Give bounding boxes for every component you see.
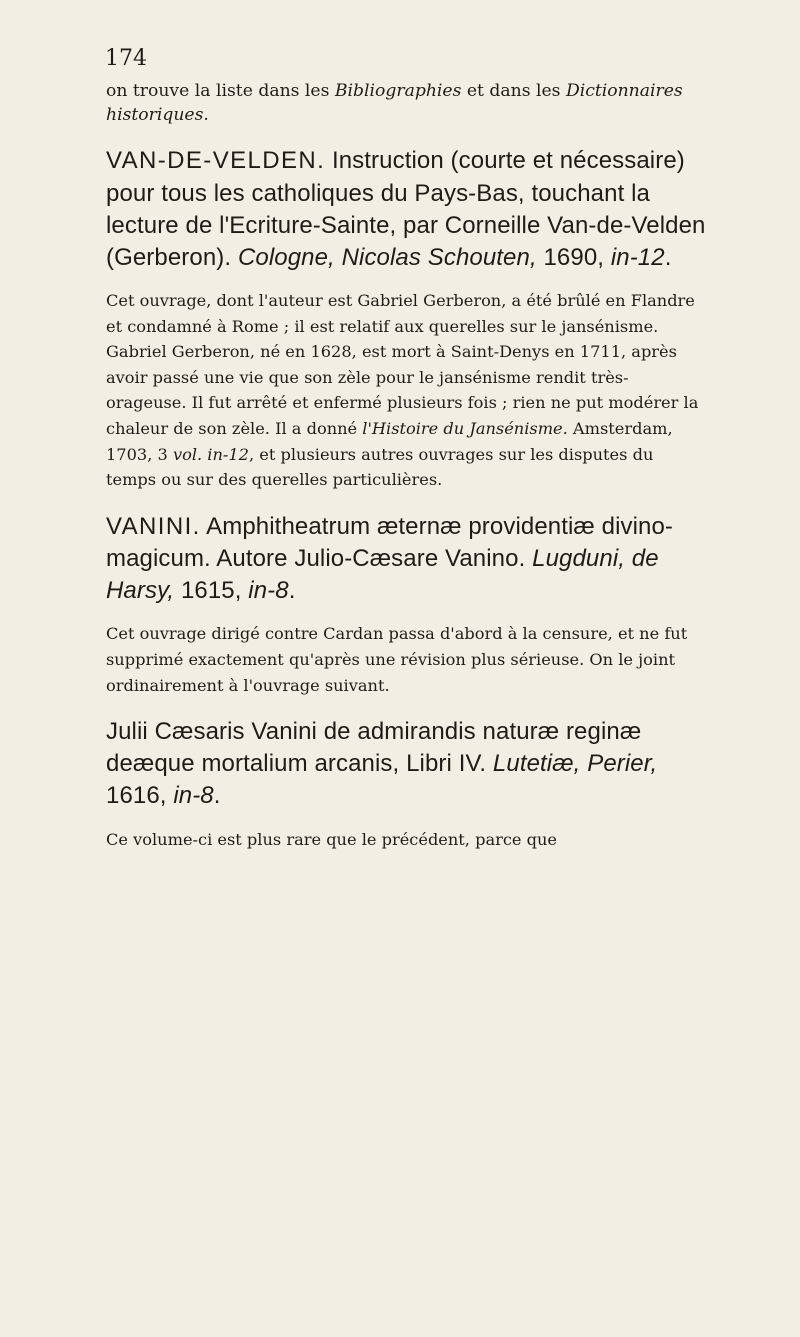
note-italic-format: vol. in-12 bbox=[172, 444, 249, 464]
note-text: , et plusieurs autres ouvrages sur les disputes du temps ou sur des querelles particulières. bbox=[106, 444, 654, 490]
intro-text: on trouve la liste dans les bbox=[106, 81, 335, 101]
page-number: 174 bbox=[105, 46, 147, 71]
entry-note bbox=[106, 621, 708, 698]
entry-date: 1615, bbox=[174, 577, 249, 605]
entry-note bbox=[106, 288, 708, 493]
entry-format: in-8 bbox=[248, 577, 289, 605]
entry-heading bbox=[106, 716, 708, 812]
entry-imprint: Cologne, Nicolas Schouten, bbox=[237, 243, 537, 271]
entry-imprint: Lugduni, de Harsy, bbox=[106, 545, 659, 605]
note-text: Ce volume-ci est plus rare que le précédent, parce que bbox=[106, 829, 558, 849]
entry-note bbox=[106, 827, 708, 853]
intro-text: . bbox=[203, 104, 209, 125]
entry-imprint: Lutetiæ, Perier, bbox=[492, 750, 658, 778]
entry-date: 1690, bbox=[536, 243, 611, 271]
intro-italic-bibliographies: Bibliographies bbox=[334, 81, 462, 101]
entry-title: Julii Cæsaris Vanini de admirandis naturæ reginæ deæque mortalium arcanis, Libri IV. bbox=[106, 718, 642, 778]
entry-date: 1616, bbox=[106, 782, 174, 810]
entry-period: . bbox=[213, 782, 221, 810]
continuation-paragraph bbox=[106, 80, 708, 127]
intro-italic-dictionnaires: Dictionnaires historiques bbox=[106, 81, 683, 125]
note-text: Cet ouvrage, dont l'auteur est Gabriel Gerberon, a été brûlé en Flandre et condamné à Rome ; il est relatif aux querelles sur le jansénisme. Gabriel Gerberon, né en 1628, est mort à Saint-Denys en 1711, après avoir passé une vie que son zèle pour le jansénisme rendit très-orageuse. Il fut arrêté et enfermé plusieurs fois ; rien ne put modérer la chaleur de son zèle. Il a donné bbox=[106, 291, 699, 439]
entry-headword: VAN-DE-VELDEN. bbox=[106, 147, 326, 175]
entry-headword: VANINI. bbox=[106, 512, 201, 540]
entry-vanini bbox=[106, 511, 708, 698]
entry-title: Instruction (courte et nécessaire) pour tous les catholiques du Pays-Bas, touchant la lecture de l'Ecriture-Sainte, par Corneille Van-de-Velden (Gerberon). bbox=[106, 147, 706, 271]
entry-title: Amphitheatrum æternæ providentiæ divino-magicum. Autore Julio-Cæsare Vanino. bbox=[106, 512, 674, 572]
entry-julii-caesaris-vanini bbox=[106, 716, 708, 852]
note-text: Amsterdam, 1703, 3 bbox=[106, 419, 673, 464]
note-italic-title: l'Histoire du Jansénisme. bbox=[362, 419, 568, 439]
entry-heading bbox=[106, 145, 708, 274]
entry-heading bbox=[106, 511, 708, 607]
entry-period: . bbox=[288, 577, 296, 605]
entry-period: . bbox=[664, 243, 672, 271]
entry-format: in-12 bbox=[610, 243, 665, 271]
entry-format: in-8 bbox=[173, 782, 214, 810]
note-text: Cet ouvrage dirigé contre Cardan passa d'abord à la censure, et ne fut supprimé exactement qu'après une révision plus sérieuse. On le joint ordinairement à l'ouvrage suivant. bbox=[106, 624, 688, 695]
intro-text: et dans les bbox=[461, 81, 566, 101]
entry-van-de-velden bbox=[106, 145, 708, 492]
